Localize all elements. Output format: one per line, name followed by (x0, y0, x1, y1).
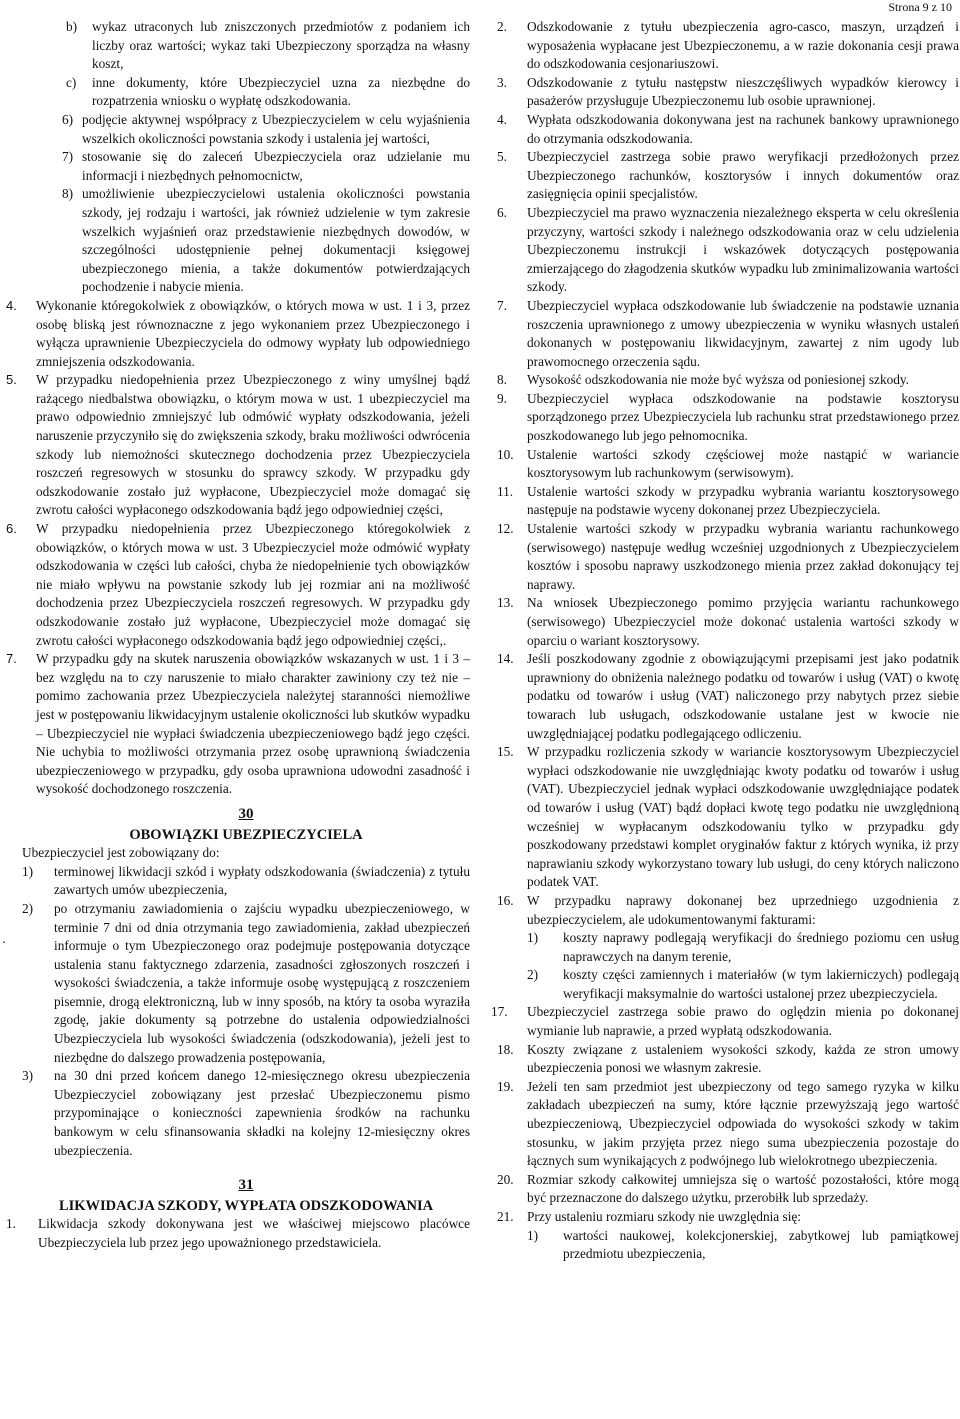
item-text: W przypadku niedopełnienia przez Ubezpieczonego z winy umyślnej bądź rażącego niedbalstwa obowiązku, o którym mowa w ust. 1 ubezpieczyciel ma prawo odpowiednio zmniejszyć lub odmówić wypłaty odszkodowania, jeżeli naruszenie przyczyniło się do zwiększenia szkody, braku możliwości odwrócenia szkody lub niemożności skutecznego dochodzenia przez Ubezpieczyciela roszczeń regresowych w stosunku do sprawcy szkody. W przypadku gdy odszkodowanie zostało już wypłacone, Ubezpieczyciel może domagać się zwrotu całości wypłaconego odszkodowania bądź jego odpowiedniej części, (36, 372, 470, 518)
item-text: Ustalenie wartości szkody częściowej może nastąpić w wariancie kosztorysowym lub rachunkowym (serwisowym). (527, 446, 959, 481)
item-number: 19. (497, 1078, 514, 1094)
page-number: Strona 9 z 10 (888, 0, 952, 14)
item-text: Jeżeli ten sam przedmiot jest ubezpieczony od tego samego ryzyka w kilku zakładach ubezpieczeń na sumy, które łącznie przewyższają jego wartość ubezpieczeniową, Ubezpieczyciel odpowiada do wysokości szkody w takim stosunku, w jakim przyjęta przez niego suma ubezpieczenia pozostaje do łącznych sum wynikających z podwójnego lub wielokrotnego ubezpieczenia. (527, 1078, 959, 1169)
item-text: Ubezpieczyciel wypłaca odszkodowanie lub świadczenie na podstawie uznania roszczenia uprawnionego z umowy ubezpieczenia w wyniku własnych ustaleń dokonanych w postępowaniu likwidacyjnym, zawartej z nim ugody lub prawomocnego orzeczenia sądu. (527, 297, 959, 369)
r-item-9 (497, 390, 959, 446)
r-item-5 (497, 148, 959, 204)
item-number: 12. (497, 521, 514, 537)
item-text: Odszkodowanie z tytułu następstw nieszczęśliwych wypadków kierowcy i pasażerów przysługuje Ubezpieczonemu lub osobie uprawnionej. (527, 74, 959, 109)
stray-dot: . (2, 932, 6, 946)
s30-item-2 (22, 900, 470, 1067)
item-text: Wysokość odszkodowania nie może być wyższa od poniesionej szkody. (527, 372, 910, 388)
item-text: inne dokumenty, które Ubezpieczyciel uzna za niezbędne do rozpatrzenia wniosku o wypłatę odszkodowania. (92, 74, 470, 109)
item-number: 9. (497, 390, 507, 406)
r-item-17 (491, 1003, 959, 1040)
item-number: 15. (497, 744, 514, 760)
r-item-19 (497, 1078, 959, 1171)
item-text: W przypadku gdy na skutek naruszenia obowiązków wskazanych w ust. 1 i 3 – bez względu na to czy naruszenie to miało charakter zawiniony czy też nie – pomimo zachowania przez Ubezpieczyciela należytej staranności niemożliwe jest w postępowaniu likwidacyjnym ustalenie okoliczności lub skutków wypadku – Ubezpieczyciel nie wypłaci świadczenia ubezpieczeniowego bądź jego części. Nie uchybia to możliwości otrzymania przez osobę uprawnioną świadczenia ubezpieczeniowego w przypadku, gdy osoba uprawniona udowodni zasadność i wysokość dochodzonego roszczenia. (36, 651, 470, 797)
item-text: koszty naprawy podlegają weryfikacji do średniego poziomu cen usług naprawczych na danym terenie, (563, 930, 959, 964)
item-number: 6) (62, 111, 74, 127)
paragraph-7 (6, 650, 470, 799)
item-text: Na wniosek Ubezpieczonego pomimo przyjęcia wariantu rachunkowego (serwisowego) Ubezpieczyciel może dokonać ustalenia wartości szkody w oparciu o wariant kosztorysowy. (527, 595, 959, 648)
item-number: 6. (497, 204, 507, 220)
section-30-intro: Ubezpieczyciel jest zobowiązany do: (22, 845, 220, 861)
r-item-16 (497, 892, 959, 929)
paragraph-5 (6, 371, 470, 520)
item-number: 7. (497, 297, 507, 313)
item-number: 1) (527, 1227, 539, 1243)
item-text: Wypłata odszkodowania dokonywana jest na rachunek bankowy uprawnionego do otrzymania odszkodowania. (527, 111, 959, 146)
item-text: Ubezpieczyciel zastrzega sobie prawo do oględzin mienia po dokonanej wymianie lub naprawie, a przed wypłatą odszkodowania. (527, 1004, 959, 1039)
item-text: Rozmiar szkody całkowitej umniejsza się o wartość pozostałości, które mogą być przeznaczone do dalszego użytku, przerobiłk lub sprzedaży. (527, 1171, 959, 1206)
item-number: 5. (6, 372, 17, 388)
r-item-3 (497, 74, 959, 111)
paragraph-4 (6, 297, 470, 371)
item-number: 2) (22, 900, 34, 916)
section-30-number: 30 (238, 805, 254, 822)
item-text: stosowanie się do zaleceń Ubezpieczyciela oraz udzielanie mu informacji i niezbędnych pełnomocnictw, (82, 149, 470, 183)
item-number: 8) (62, 186, 74, 202)
r-item-7 (497, 297, 959, 371)
item-number: 10. (497, 446, 514, 462)
item-text: terminowej likwidacji szkód i wypłaty odszkodowania (świadczenia) z tytułu zawartych umów ubezpieczenia, (54, 863, 470, 898)
item-number: 1) (527, 930, 539, 946)
item-number: 2) (527, 967, 539, 983)
r-item-10 (497, 446, 959, 483)
item-number: 20. (497, 1171, 514, 1187)
r-item-16-2 (527, 966, 959, 1003)
r-item-8 (497, 371, 959, 390)
item-text: umożliwienie ubezpieczycielowi ustalenia okoliczności powstania szkody, jej rodzaju i wartości, jak również udzielenie w tym zakresie wszelkich wyjaśnień oraz przedstawienie niezbędnych dowodów, w szczególności udostępnienie pełnej dokumentacji księgowej ubezpieczonego mienia, a także dokumentów potwierdzających pochodzenie i nabycie mienia. (82, 186, 470, 295)
item-number: 3) (22, 1068, 34, 1084)
item-number: 6. (6, 521, 17, 537)
r-item-18 (497, 1041, 959, 1078)
s30-item-3 (22, 1067, 470, 1160)
section-31-number: 31 (238, 1177, 254, 1194)
r-item-16-1 (527, 929, 959, 966)
s30-item-1 (22, 863, 470, 900)
list-item-8 (62, 185, 470, 297)
r-item-11 (497, 483, 959, 520)
r-item-4 (497, 111, 959, 148)
list-item-7 (62, 148, 470, 185)
item-text: Ubezpieczyciel zastrzega sobie prawo weryfikacji przedłożonych przez Ubezpieczonego rachunków, kosztorysów i innych dokumentów oraz zasięgnięcia opinii specjalistów. (527, 149, 959, 202)
r-item-21-1 (527, 1227, 959, 1264)
item-number: 7) (62, 149, 74, 165)
list-item-6 (62, 111, 470, 148)
item-number: 18. (497, 1041, 514, 1057)
item-text: Likwidacja szkody dokonywana jest we właściwej miejscowo placówce Ubezpieczyciela lub przez jego upoważnionego przedstawiciela. (38, 1216, 470, 1250)
item-text: koszty części zamiennych i materiałów (w tym lakierniczych) podlegają weryfikacji maksymalnie do wartości ustalonej przez ubezpieczyciela. (563, 967, 959, 1001)
item-number: b) (66, 19, 78, 34)
item-text: wykaz utraconych lub zniszczonych przedmiotów z podaniem ich liczby oraz wartości; wykaz taki Ubezpieczony sporządza na własny koszt, (92, 19, 470, 72)
item-number: 5. (497, 149, 507, 165)
item-number: 8. (497, 372, 507, 388)
list-item-b (66, 18, 470, 74)
item-number: 17. (491, 1004, 508, 1020)
r-item-20 (497, 1171, 959, 1208)
r-item-2 (497, 18, 959, 74)
item-number: 7. (6, 651, 17, 667)
item-number: 11. (497, 483, 514, 499)
item-text: po otrzymaniu zawiadomienia o zajściu wypadku ubezpieczeniowego, w terminie 7 dni od dnia otrzymania tego zawiadomienia, zakład ubezpieczeń informuje o tym Ubezpieczonego oraz podejmuje postępowania dotyczące ustalenia stanu faktycznego zdarzenia, zasadności zgłoszonych roszczeń i wysokości świadczenia, a także informuje osobę występującą z roszczeniem pisemnie, drogą elektroniczną, lub w inny sposób, na który ta osoba wyraziła zgodę, jakie dokumenty są potrzebne do ustalenia odpowiedzialności Ubezpieczyciela lub wysokości świadczenia (odszkodowania), jeżeli jest to niezbędne do dalszego prowadzenia postępowania, (54, 900, 470, 1065)
item-number: 3. (497, 74, 507, 90)
item-text: Przy ustaleniu rozmiaru szkody nie uwzględnia się: (527, 1209, 801, 1224)
item-text: Ustalenie wartości szkody w przypadku wybrania wariantu rachunkowego (serwisowego) następuje według wcześniej uzgodnionych z Ubezpieczycielem kosztów i sposobu naprawy uszkodzonego mienia przez zakład dokonujący tej naprawy. (527, 521, 959, 592)
section-30-title: OBOWIĄZKI UBEZPIECZYCIELA (129, 826, 363, 843)
item-text: Ubezpieczyciel ma prawo wyznaczenia niezależnego eksperta w celu określenia przyczyny, wartości szkody i należnego odszkodowania oraz w celu udzielenia Ubezpieczonemu instrukcji i wskazówek dotyczących postępowania zmierzającego do złagodzenia skutków wypadku lub zminimalizowania wartości szkody. (527, 204, 959, 295)
item-text: W przypadku rozliczenia szkody w wariancie kosztorysowym Ubezpieczyciel wypłaci odszkodowanie nie uwzględniając kwoty podatku od towarów i usług (VAT). Ubezpieczyciel jednak wypłaci odszkodowanie uwzględniające podatek od towarów i usług (VAT) bądź dopłaci kwotę tego podatku nie uwzględnioną wcześniej w wypłacanym odszkodowaniu tylko w przypadku gdy poszkodowany przedstawi komplet oryginałów faktur z których wynika, iż przy naprawianiu szkody wykorzystano towary lub usługi, do ceny których naliczono podatek VAT. (527, 744, 959, 890)
item-text: Wykonanie któregokolwiek z obowiązków, o których mowa w ust. 1 i 3, przez osobę bliską jest równoznaczne z jego wykonaniem przez Ubezpieczonego i wyłącza uprawnienie Ubezpieczyciela do odmowy wypłaty lub odpowiedniego zmniejszenia odszkodowania. (36, 297, 470, 369)
item-number: 4. (6, 297, 17, 313)
item-number: 1) (22, 863, 34, 879)
paragraph-6 (6, 520, 470, 650)
list-item-c (66, 74, 470, 111)
item-text: na 30 dni przed końcem danego 12-miesięcznego okresu ubezpieczenia Ubezpieczyciel zobowiązany jest przesłać Ubezpieczonemu pismo przypominające o konieczności zapewnienia środków na rachunku bankowym w celu sfinansowania składki na kolejny 12-miesięczny okres ubezpieczenia. (54, 1068, 470, 1158)
left-column (6, 18, 470, 1253)
item-text: W przypadku niedopełnienia przez Ubezpieczonego któregokolwiek z obowiązków, o których mowa w ust. 3 Ubezpieczyciel może odmówić wypłaty odszkodowania w części lub całości, chyba że niedopełnienie tych obowiązków nie miało wpływu na powstanie szkody lub jej rozmiar ani na możliwość dochodzenia przez Ubezpieczyciela roszczeń regresowych. W przypadku gdy odszkodowanie zostało już wypłacone, Ubezpieczyciel może domagać się zwrotu całości wypłaconego odszkodowania bądź jego odpowiedniej części,. (36, 521, 470, 648)
item-number: 2. (497, 19, 507, 34)
item-text: Koszty związane z ustaleniem wysokości szkody, każda ze stron umowy ubezpieczenia ponosi we własnym zakresie. (527, 1041, 959, 1076)
item-number: 1. (6, 1216, 16, 1232)
r-item-15 (497, 743, 959, 892)
r-item-13 (497, 594, 959, 650)
item-number: 14. (497, 651, 514, 667)
r-item-14 (497, 650, 959, 743)
item-text: Jeśli poszkodowany zgodnie z obowiązującymi przepisami jest jako podatnik uprawniony do obniżenia należnego podatku od towarów i usług (VAT) o kwotę podatku od towarów i usług (VAT) naliczonego przy nabytych przez siebie towarach lub usługach, odszkodowanie ustalane jest w kwocie nie uwzględniającej podatku podlegającego odliczeniu. (527, 651, 959, 741)
item-number: 4. (497, 111, 507, 127)
section-31-title: LIKWIDACJA SZKODY, WYPŁATA ODSZKODOWANIA (58, 1197, 434, 1214)
item-number: 16. (497, 892, 514, 908)
r-item-12 (497, 520, 959, 594)
item-number: c) (66, 74, 77, 90)
r-item-6 (497, 204, 959, 297)
item-text: wartości naukowej, kolekcjonerskiej, zabytkowej lub pamiątkowej przedmiotu ubezpieczenia, (563, 1227, 959, 1262)
item-number: 21. (497, 1209, 514, 1224)
item-text: Ustalenie wartości szkody w przypadku wybrania wariantu kosztorysowego następuje na podstawie wyceny dokonanej przez Ubezpieczyciela. (527, 483, 959, 518)
item-number: 13. (497, 595, 514, 611)
item-text: Odszkodowanie z tytułu ubezpieczenia agro-casco, maszyn, urządzeń i wyposażenia wypłacane jest Ubezpieczonemu, a w razie dokonania cesji prawa do odszkodowania cesjonariuszowi. (527, 19, 959, 72)
item-text: Ubezpieczyciel wypłaca odszkodowanie na podstawie kosztorysu sporządzonego przez Ubezpieczyciela lub rachunku strat przedstawionego przez poszkodowanego lub jego pełnomocnika. (527, 390, 959, 444)
item-text: W przypadku naprawy dokonanej bez uprzedniego uzgodnienia z ubezpieczycielem, ale udokumentowanymi fakturami: (527, 892, 959, 927)
item-text: podjęcie aktywnej współpracy z Ubezpieczycielem w celu wyjaśnienia wszelkich okoliczności powstania szkody i ustalenia jej wartości, (82, 111, 470, 146)
right-column (491, 18, 959, 1264)
r-item-21 (497, 1208, 959, 1227)
s31-item-1 (6, 1215, 470, 1252)
